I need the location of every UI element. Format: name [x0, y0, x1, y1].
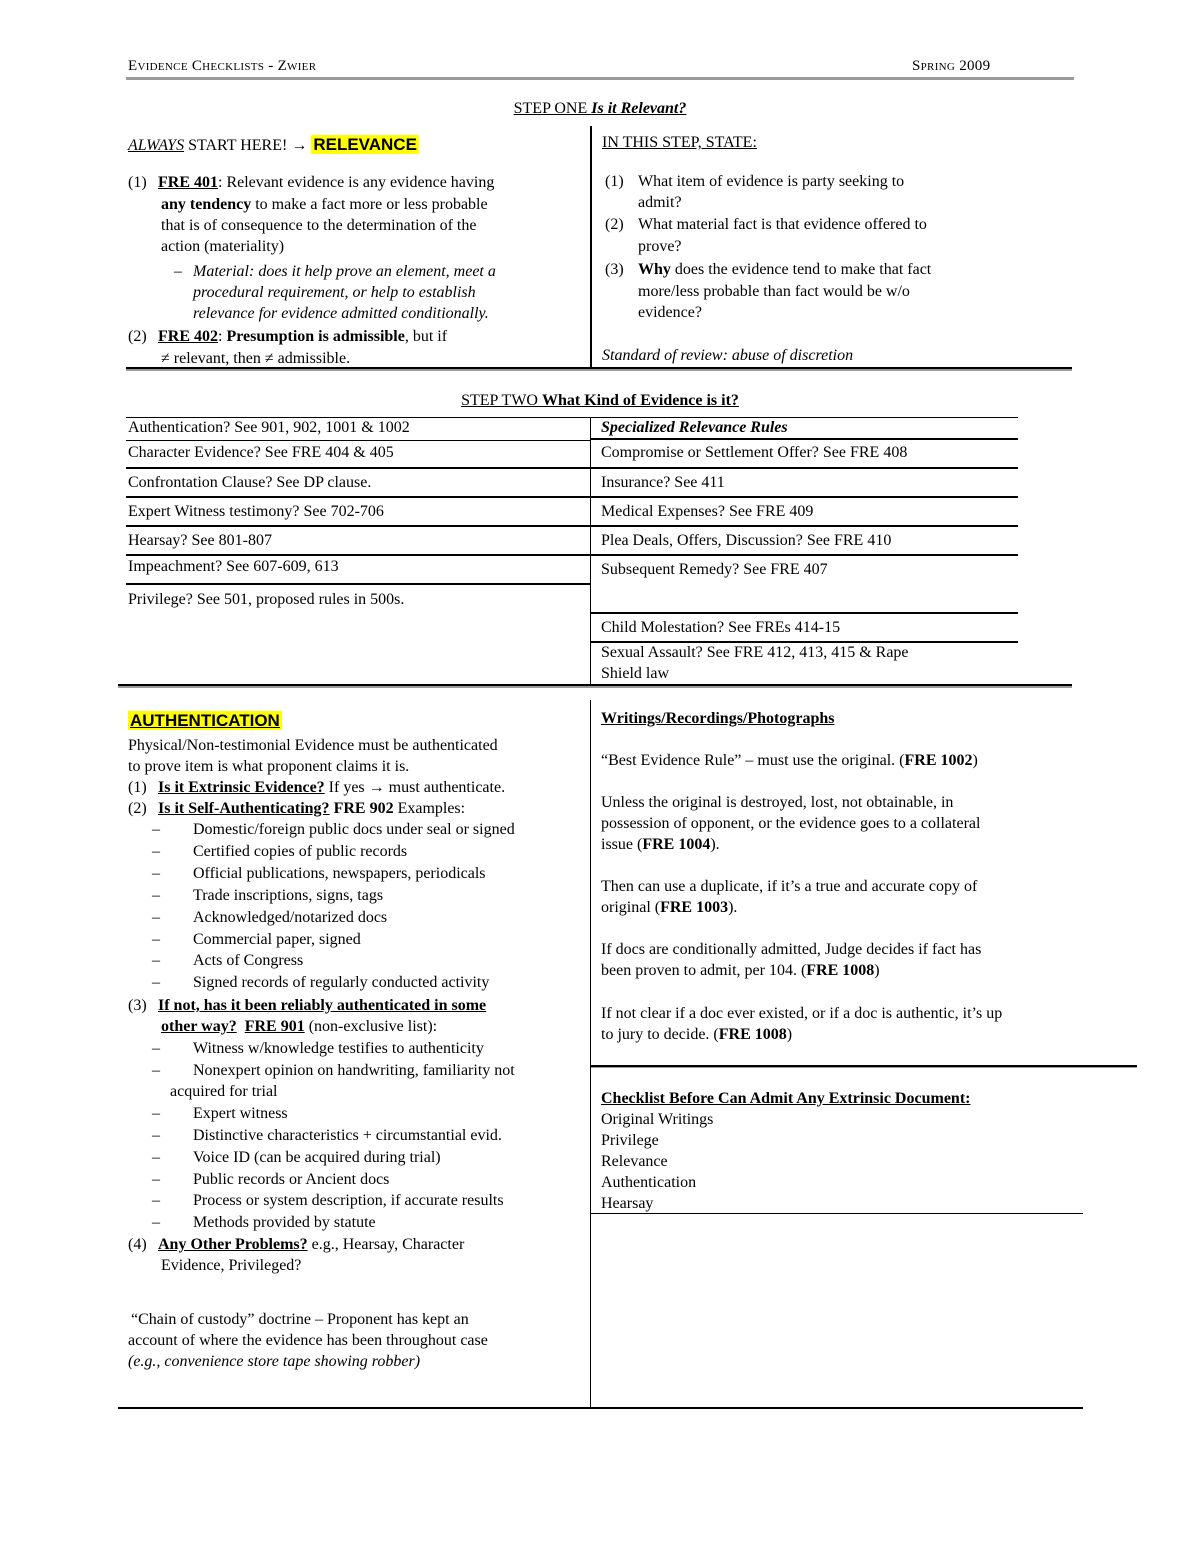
- other-way-item: Voice ID (can be acquired during trial): [193, 1149, 441, 1166]
- evidence-type-impeachment: Impeachment? See 607-609, 613: [128, 558, 339, 575]
- rule-insurance: Insurance? See 411: [601, 474, 725, 491]
- material-line3: relevance for evidence admitted conditionally.: [193, 305, 489, 322]
- rule-subsequent-remedy: Subsequent Remedy? See FRE 407: [601, 561, 828, 578]
- self-auth-item: Commercial paper, signed: [193, 930, 361, 948]
- evidence-type-authentication: Authentication? See 901, 902, 1001 & 1002: [128, 419, 410, 436]
- step-one-divider: [590, 126, 592, 368]
- self-auth-dash: –: [152, 886, 160, 904]
- rule-plea-deals: Plea Deals, Offers, Discussion? See FRE 410: [601, 532, 892, 549]
- state-1-line1: What item of evidence is party seeking to: [638, 173, 905, 190]
- self-auth-dash: –: [152, 952, 160, 970]
- checklist-item: Relevance: [601, 1153, 668, 1170]
- state-3-line1: Why does the evidence tend to make that fact: [638, 261, 932, 278]
- material-dash: –: [174, 263, 182, 280]
- state-3-num: (3): [605, 261, 624, 278]
- state-3-line3: evidence?: [638, 304, 702, 321]
- self-auth-dash: –: [152, 908, 160, 926]
- state-2-line2: prove?: [638, 238, 682, 255]
- doc-header-left: Evidence Checklists - Zwier: [128, 58, 317, 74]
- other-way-dash: –: [152, 1062, 160, 1079]
- state-2-line1: What material fact is that evidence offered to: [638, 216, 927, 233]
- jury-line1: If not clear if a doc ever existed, or if a doc is authentic, it’s up: [601, 1005, 1003, 1022]
- writings-rule-2: [591, 1213, 1083, 1214]
- fre-401-line4: action (materiality): [161, 238, 285, 255]
- section-divider: [590, 700, 591, 1408]
- duplicate-line1: Then can use a duplicate, if it’s a true and accurate copy of: [601, 878, 978, 895]
- rule-sexual-assault: Sexual Assault? See FRE 412, 413, 415 & Rape: [601, 644, 909, 661]
- other-way-dash: –: [152, 1127, 160, 1144]
- other-way-item: Process or system description, if accurate results: [193, 1192, 504, 1209]
- other-way-dash: –: [152, 1214, 160, 1231]
- unless-line1: Unless the original is destroyed, lost, not obtainable, in: [601, 794, 954, 811]
- auth-intro-2: to prove item is what proponent claims it is.: [128, 758, 410, 775]
- unless-line2: possession of opponent, or the evidence goes to a collateral: [601, 815, 981, 832]
- fre-401-line3: that is of consequence to the determination of the: [161, 217, 477, 234]
- other-way-item: Nonexpert opinion on handwriting, familiarity not: [193, 1062, 515, 1079]
- self-auth-dash: –: [152, 864, 160, 882]
- relevance-heading: RELEVANCE: [313, 135, 417, 154]
- auth-q4-line1: (4) Any Other Problems? e.g., Hearsay, Character: [128, 1236, 465, 1253]
- chain-of-custody-1: “Chain of custody” doctrine – Proponent has kept an: [131, 1311, 469, 1328]
- self-auth-item: Acts of Congress: [193, 952, 304, 970]
- fre-402-line1: (2) FRE 402: Presumption is admissible, but if: [128, 328, 448, 345]
- evidence-type-expert: Expert Witness testimony? See 702-706: [128, 503, 384, 520]
- best-evidence-rule: “Best Evidence Rule” – must use the original. (FRE 1002): [601, 752, 978, 769]
- rule-compromise: Compromise or Settlement Offer? See FRE 408: [601, 444, 908, 461]
- auth-q4-line2: Evidence, Privileged?: [161, 1257, 302, 1274]
- self-auth-item: Acknowledged/notarized docs: [193, 908, 388, 926]
- other-way-item: Witness w/knowledge testifies to authenticity: [193, 1040, 484, 1057]
- writings-heading: Writings/Recordings/Photographs: [601, 710, 835, 727]
- self-auth-item: Official publications, newspapers, periodicals: [193, 864, 486, 882]
- other-way-item: Methods provided by statute: [193, 1214, 376, 1231]
- other-way-dash: –: [152, 1149, 160, 1166]
- doc-header-right: Spring 2009: [912, 58, 991, 74]
- header-rule: [126, 77, 1074, 80]
- auth-intro-1: Physical/Non-testimonial Evidence must be authenticated: [128, 737, 498, 754]
- fre-401-line2: any tendency to make a fact more or less probable: [161, 196, 488, 213]
- auth-q2: (2) Is it Self-Authenticating? FRE 902 Examples:: [128, 800, 466, 817]
- self-auth-dash: –: [152, 842, 160, 860]
- evidence-type-confrontation: Confrontation Clause? See DP clause.: [128, 474, 372, 491]
- page-bottom-rule: [118, 1407, 1083, 1409]
- evidence-type-privilege: Privilege? See 501, proposed rules in 500s.: [128, 591, 405, 608]
- other-way-dash: –: [152, 1105, 160, 1122]
- evidence-type-hearsay: Hearsay? See 801-807: [128, 532, 272, 549]
- auth-q3-line1: (3) If not, has it been reliably authenticated in some: [128, 997, 487, 1014]
- self-auth-item: Domestic/foreign public docs under seal or signed: [193, 821, 515, 838]
- step-one-title: STEP ONE Is it Relevant?: [513, 100, 687, 117]
- specialized-relevance-heading: Specialized Relevance Rules: [601, 419, 788, 436]
- step-two-title: STEP TWO What Kind of Evidence is it?: [461, 392, 739, 409]
- other-way-item: Distinctive characteristics + circumstantial evid.: [193, 1127, 502, 1144]
- checklist-item: Original Writings: [601, 1111, 714, 1128]
- jury-line2: to jury to decide. (FRE 1008): [601, 1026, 793, 1043]
- other-way-dash: –: [152, 1171, 160, 1188]
- checklist-heading: Checklist Before Can Admit Any Extrinsic Document:: [601, 1090, 971, 1107]
- other-way-item: Public records or Ancient docs: [193, 1171, 390, 1188]
- fre-401-line1: (1) FRE 401: Relevant evidence is any evidence having: [128, 174, 495, 191]
- in-this-step-heading: IN THIS STEP, STATE:: [602, 134, 757, 151]
- auth-q1: (1) Is it Extrinsic Evidence? If yes → must authenticate.: [128, 779, 506, 796]
- checklist-item: Authentication: [601, 1174, 697, 1191]
- conditional-line1: If docs are conditionally admitted, Judge decides if fact has: [601, 941, 982, 958]
- evidence-type-character: Character Evidence? See FRE 404 & 405: [128, 444, 394, 461]
- conditional-line2: been proven to admit, per 104. (FRE 1008): [601, 962, 880, 979]
- state-1-num: (1): [605, 173, 624, 190]
- checklist-item: Privilege: [601, 1132, 659, 1149]
- material-line2: procedural requirement, or help to establish: [193, 284, 476, 301]
- chain-of-custody-3: (e.g., convenience store tape showing robber): [128, 1353, 421, 1370]
- self-auth-dash: –: [152, 821, 160, 838]
- step-two-divider: [590, 418, 591, 686]
- self-auth-item: Signed records of regularly conducted activity: [193, 974, 490, 992]
- state-2-num: (2): [605, 216, 624, 233]
- authentication-heading: AUTHENTICATION: [130, 711, 280, 730]
- checklist-item: Hearsay: [601, 1195, 654, 1212]
- self-auth-dash: –: [152, 930, 160, 948]
- material-line1: Material: does it help prove an element, meet a: [193, 263, 496, 280]
- state-3-line2: more/less probable than fact would be w/o: [638, 283, 910, 300]
- rule-medical-expenses: Medical Expenses? See FRE 409: [601, 503, 814, 520]
- self-auth-item: Certified copies of public records: [193, 842, 408, 860]
- other-way-item: Expert witness: [193, 1105, 288, 1122]
- other-way-item-cont: acquired for trial: [170, 1083, 278, 1100]
- other-way-dash: –: [152, 1040, 160, 1057]
- self-auth-dash: –: [152, 974, 160, 992]
- chain-of-custody-2: account of where the evidence has been throughout case: [128, 1332, 488, 1349]
- always-start-here: ALWAYS START HERE! → RELEVANCE: [128, 135, 417, 154]
- rule-child-molestation: Child Molestation? See FREs 414-15: [601, 619, 841, 636]
- state-1-line2: admit?: [638, 194, 682, 211]
- other-way-dash: –: [152, 1192, 160, 1209]
- fre-402-line2: ≠ relevant, then ≠ admissible.: [161, 350, 351, 367]
- duplicate-line2: original (FRE 1003).: [601, 899, 738, 916]
- standard-of-review: Standard of review: abuse of discretion: [602, 347, 854, 364]
- unless-line3: issue (FRE 1004).: [601, 836, 720, 853]
- self-auth-item: Trade inscriptions, signs, tags: [193, 886, 384, 904]
- rule-sexual-assault-cont: Shield law: [601, 665, 669, 682]
- auth-q3-line2: other way? FRE 901 (non-exclusive list):: [161, 1018, 438, 1035]
